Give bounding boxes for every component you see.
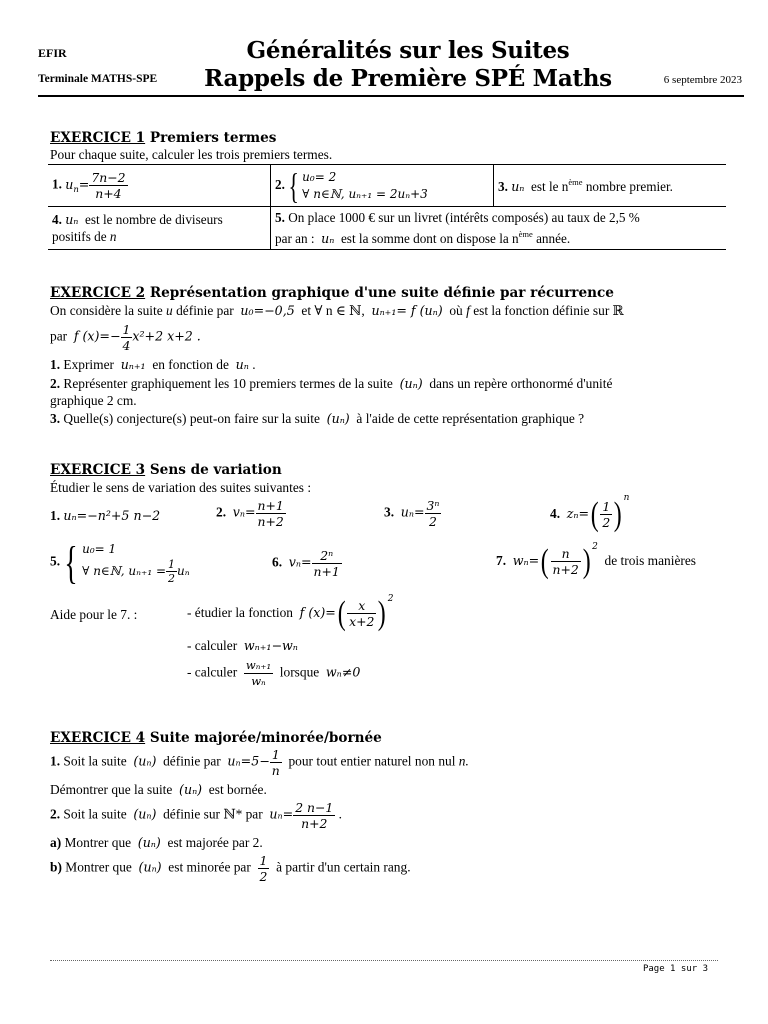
ex4-question-1: 1. Soit la suite (uₙ) définie par uₙ=5− $\frac{1}{n}$ pour tout entier naturel non nul n. bbox=[50, 747, 469, 778]
ex2-question-1: 1. Exprimer uₙ₊₁ en fonction de uₙ . bbox=[50, 357, 256, 372]
ex1-title: Premiers termes bbox=[149, 130, 277, 146]
ex2-question-2-cont: graphique 2 cm. bbox=[50, 393, 137, 408]
ex3-aide-label: Aide pour le 7. : bbox=[50, 607, 138, 622]
school-name: EFIR bbox=[38, 46, 67, 60]
ex3-heading bbox=[50, 462, 282, 478]
ex1-table bbox=[48, 164, 726, 250]
page-number: Page 1 sur 3 bbox=[642, 964, 708, 974]
ex2-line-2: par f (x)=− $\frac{1}{4}$ x²+2 x+2 . bbox=[50, 322, 201, 353]
ex3-aide-1: - étudier la fonction f (x)=( $\frac{x}{x+2}$ ) $^2$ bbox=[187, 594, 394, 632]
ex1-label: EXERCICE 1 bbox=[50, 130, 146, 146]
ex1-heading bbox=[50, 130, 276, 146]
ex2-line-1: On considère la suite u définie par u₀=−0,5 et ∀ n ∈ ℕ, uₙ₊₁= f (uₙ) où f est la fonction définie sur ℝ bbox=[50, 303, 624, 318]
ex1-cell-1: 1. $u_n=$ $\frac{7n-2}{n+4}$ bbox=[48, 165, 271, 207]
ex3-item-3: 3. uₙ= $\frac{\text{3ⁿ}}{2}$ bbox=[384, 498, 440, 529]
ex4-question-2: 2. Soit la suite (uₙ) définie sur ℕ* par uₙ= $\frac{2 n-1}{n+2}$ . bbox=[50, 800, 342, 831]
ex3-item-4: 4. zₙ=( $\frac{1}{2}$ ) $^n$ bbox=[550, 493, 630, 533]
ex2-heading bbox=[50, 285, 614, 301]
ex3-item-7: 7. wₙ=( $\frac{n}{n+2}$ ) $^2$ de trois manières bbox=[496, 542, 697, 580]
ex3-item-5: 5.{ u₀= 1 ∀ n∈ℕ, uₙ₊₁ = $\frac{1}{2}$ uₙ bbox=[50, 536, 190, 588]
ex3-item-2: 2. vₙ= $\frac{n+1}{n+2}$ bbox=[216, 498, 284, 529]
ex4-label: EXERCICE 4 bbox=[50, 730, 146, 746]
class-name: Terminale MATHS-SPE bbox=[38, 73, 158, 85]
ex3-aide-3: - calculer $\frac{\text{wₙ₊₁}}{\text{wₙ}}$ lorsque wₙ≠0 bbox=[187, 658, 361, 688]
ex3-intro: Étudier le sens de variation des suites suivantes : bbox=[50, 480, 312, 495]
title-line-2: Rappels de Première SPÉ Maths bbox=[204, 65, 612, 92]
ex4-question-1-line-2: Démontrer que la suite (uₙ) est bornée. bbox=[50, 782, 267, 797]
ex3-item-1: 1. uₙ=−n²+5 n−2 bbox=[50, 508, 161, 523]
ex2-label: EXERCICE 2 bbox=[50, 285, 146, 301]
date: 6 septembre 2023 bbox=[663, 74, 742, 86]
ex2-question-2: 2. Représenter graphiquement les 10 premiers termes de la suite (uₙ) dans un repère orthonormé d'unité bbox=[50, 376, 613, 391]
ex1-cell-4: 4. uₙ est le nombre de diviseurs positifs de n bbox=[48, 207, 271, 250]
ex1-intro: Pour chaque suite, calculer les trois premiers termes. bbox=[50, 147, 333, 162]
ex2-question-3: 3. Quelle(s) conjecture(s) peut-on faire sur la suite (uₙ) à l'aide de cette représentation graphique ? bbox=[50, 411, 585, 426]
ex4-title: Suite majorée/minorée/bornée bbox=[149, 730, 382, 746]
ex1-cell-5: 5. On place 1000 € sur un livret (intérêts composés) au taux de 2,5 % par an : uₙ est la somme dont on dispose la $n^{ème}$ année. bbox=[271, 207, 727, 250]
title-line-1: Généralités sur les Suites bbox=[246, 37, 570, 64]
ex1-c1-fraction: $\frac{7n-2}{n+4}$ bbox=[91, 170, 126, 201]
ex4-question-2a: a) Montrer que (uₙ) est majorée par 2. bbox=[50, 835, 263, 850]
ex1-cell-2: 2.{ u₀= 2 ∀ n∈ℕ, uₙ₊₁ = 2uₙ+3 bbox=[271, 165, 494, 207]
ex1-cell-3: 3. uₙ est le $n^{ème}$ nombre premier. bbox=[494, 165, 727, 207]
ex3-title: Sens de variation bbox=[149, 462, 282, 478]
ex3-label: EXERCICE 3 bbox=[50, 462, 146, 478]
footer-rule bbox=[50, 960, 718, 961]
ex4-heading bbox=[50, 730, 382, 746]
ex3-aide-2: - calculer wₙ₊₁−wₙ bbox=[187, 638, 298, 653]
ex4-question-2b: b) Montrer que (uₙ) est minorée par $\frac{1}{2}$ à partir d'un certain rang. bbox=[50, 853, 411, 884]
ex3-item-6: 6. vₙ= $\frac{\text{2ⁿ}}{n+1}$ bbox=[272, 548, 340, 579]
header-rule bbox=[38, 95, 744, 97]
ex2-title: Représentation graphique d'une suite définie par récurrence bbox=[149, 285, 614, 301]
